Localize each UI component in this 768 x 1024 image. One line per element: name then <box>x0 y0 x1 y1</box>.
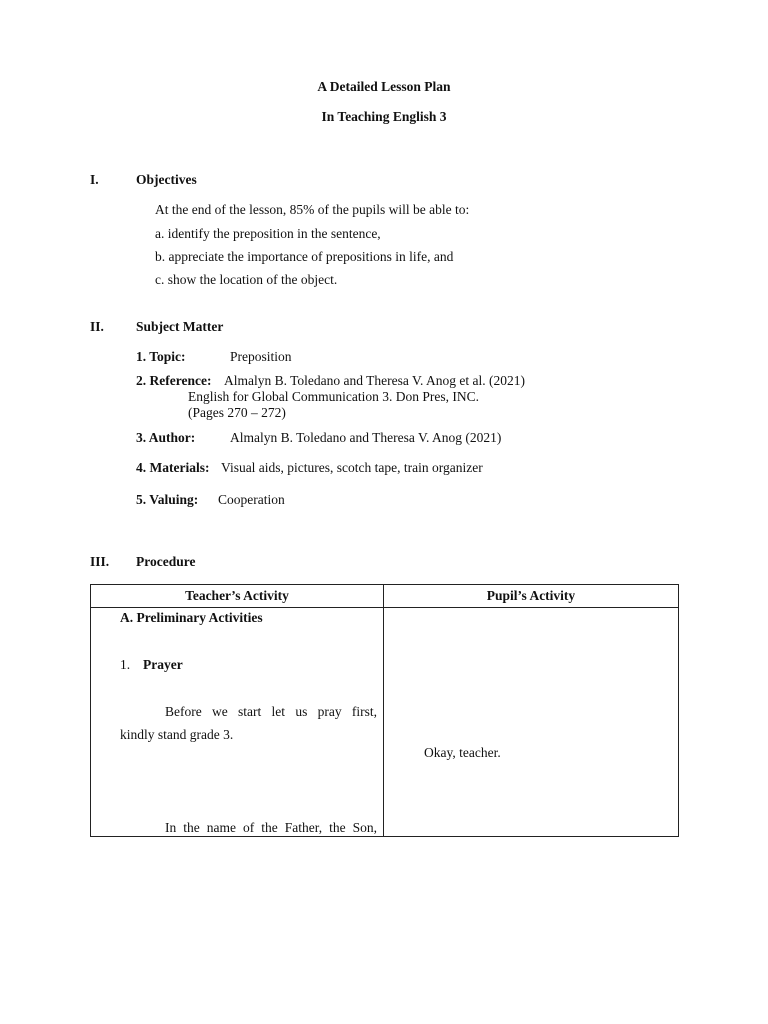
teacher-activity-cell <box>91 608 384 837</box>
reference-line-1: Almalyn B. Toledano and Theresa V. Anog et al. (2021) <box>224 373 526 388</box>
prayer-instruction-line-1: Before we start let us pray first, <box>165 704 377 719</box>
preliminary-activities-heading: A. Preliminary Activities <box>120 610 263 625</box>
reference-label: 2. Reference: <box>136 373 212 388</box>
procedure-table-header <box>91 585 679 608</box>
pupil-activity-cell <box>384 608 679 837</box>
valuing-label: 5. Valuing: <box>136 492 199 507</box>
teacher-activity-header: Teacher’s Activity <box>91 585 384 608</box>
author-label: 3. Author: <box>136 430 196 445</box>
topic-label: 1. Topic: <box>136 349 186 364</box>
materials-label: 4. Materials: <box>136 460 210 475</box>
reference-line-2: English for Global Communication 3. Don Pres, INC. <box>188 389 479 404</box>
objective-item-c: c. show the location of the object. <box>155 272 338 287</box>
document-subtitle: In Teaching English 3 <box>321 109 447 124</box>
pupil-activity-header: Pupil’s Activity <box>384 585 679 608</box>
materials-value: Visual aids, pictures, scotch tape, train organizer <box>221 460 483 475</box>
pupil-response: Okay, teacher. <box>424 745 501 760</box>
prayer-instruction-line-2: kindly stand grade 3. <box>120 727 234 742</box>
procedure-table-row <box>91 608 679 837</box>
procedure-heading: Procedure <box>136 554 196 569</box>
topic-value: Preposition <box>230 349 292 364</box>
prayer-closing-line: In the name of the Father, the Son, <box>165 820 377 835</box>
valuing-value: Cooperation <box>218 492 285 507</box>
objectives-heading: Objectives <box>136 172 197 187</box>
prayer-heading: Prayer <box>143 657 183 672</box>
subject-matter-numeral: II. <box>90 319 104 334</box>
subject-matter-heading: Subject Matter <box>136 319 224 334</box>
objective-item-b: b. appreciate the importance of prepositions in life, and <box>155 249 454 264</box>
prayer-number: 1. <box>120 657 131 672</box>
procedure-table <box>90 584 679 837</box>
document-title: A Detailed Lesson Plan <box>317 79 451 94</box>
objectives-intro: At the end of the lesson, 85% of the pupils will be able to: <box>155 202 470 217</box>
objectives-numeral: I. <box>90 172 99 187</box>
objective-item-a: a. identify the preposition in the sentence, <box>155 226 381 241</box>
procedure-numeral: III. <box>90 554 110 569</box>
author-value: Almalyn B. Toledano and Theresa V. Anog (2021) <box>230 430 502 445</box>
reference-line-3: (Pages 270 – 272) <box>188 405 286 420</box>
